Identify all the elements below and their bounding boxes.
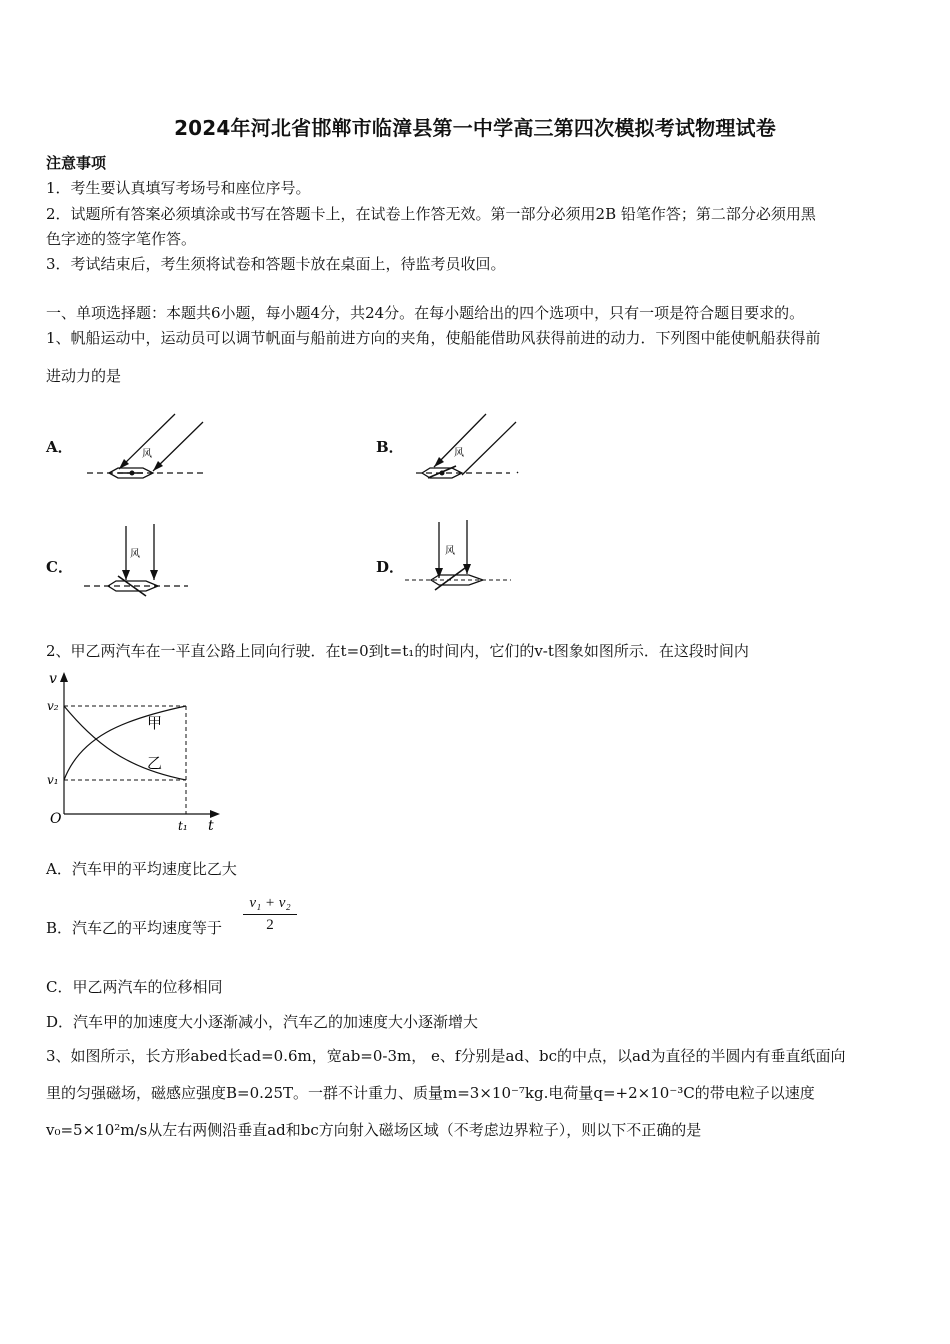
jia-label: 甲 (147, 714, 163, 732)
fraction-numerator: v₁ + v₂ (243, 895, 297, 915)
curve-jia (64, 706, 186, 780)
notice-item-1: 1．考生要认真填写考场号和座位序号。 (46, 179, 311, 197)
section-heading: 一、单项选择题：本题共6小题，每小题4分，共24分。在每小题给出的四个选项中，只有一项是符合题目要求的。 (46, 304, 805, 322)
wind-label-a: 风 (142, 449, 152, 460)
v1-label: v₁ (47, 773, 59, 787)
wind-label-c: 风 (130, 549, 140, 560)
q2-option-b-fraction (243, 895, 297, 934)
fraction-denominator: 2 (266, 917, 274, 933)
exam-title: 2024年河北省邯郸市临漳县第一中学高三第四次模拟考试物理试卷 (174, 116, 776, 140)
q2-option-a: A．汽车甲的平均速度比乙大 (46, 860, 237, 878)
wind-label-d: 风 (445, 546, 455, 557)
q2-option-d: D．汽车甲的加速度大小逐渐减小，汽车乙的加速度大小逐渐增大 (46, 1013, 479, 1031)
q3-line2: 里的匀强磁场，磁感应强度B=0.25T。一群不计重力、质量m=3×10⁻⁷kg.电荷量q=+2×10⁻³C的带电粒子以速度 (46, 1084, 815, 1102)
q3-line3: v₀=5×10²m/s从左右两侧沿垂直ad和bc方向射入磁场区域（不考虑边界粒子），则以下不正确的是 (46, 1121, 702, 1139)
v2-label: v₂ (47, 699, 59, 713)
notice-item-2-cont: 色字迹的签字笔作答。 (46, 230, 197, 248)
curve-yi (64, 706, 186, 780)
notice-item-3: 3．考试结束后，考生须将试卷和答题卡放在桌面上，待监考员收回。 (46, 255, 506, 273)
origin-label: O (50, 811, 62, 827)
q2-option-b: B．汽车乙的平均速度等于 (46, 919, 223, 937)
q2-option-c: C．甲乙两汽车的位移相同 (46, 978, 223, 996)
q1-option-c-label: C． (46, 558, 73, 576)
q3-line1: 3、如图所示，长方形abed长ad=0.6m，宽ab=0-3m， e、f分别是ad、bc的中点，以ad为直径的半圆内有垂直纸面向 (46, 1047, 846, 1065)
q1-option-b-label: B． (376, 438, 404, 456)
q2-stem: 2、甲乙两汽车在一平直公路上同向行驶．在t=0到t=t₁的时间内，它们的v-t图象如图所示．在这段时间内 (46, 642, 749, 660)
v-axis-label: v (49, 671, 57, 687)
vt-graph (40, 668, 230, 838)
t-axis-label: t (208, 818, 214, 834)
q1-option-a-label: A． (46, 438, 73, 456)
notice-item-2: 2．试题所有答案必须填涂或书写在答题卡上，在试卷上作答无效。第一部分必须用2B 铅笔作答；第二部分必须用黑 (46, 205, 816, 223)
wind-label-b: 风 (454, 448, 464, 459)
sailboat-diagram-d (405, 518, 515, 598)
q1-option-d-label: D． (376, 558, 405, 576)
sailboat-diagram-b (410, 412, 525, 487)
q1-stem-line2: 进动力的是 (46, 367, 122, 385)
sailboat-diagram-a (85, 412, 210, 487)
yi-label: 乙 (147, 754, 163, 772)
q1-stem-line1: 1、帆船运动中，运动员可以调节帆面与船前进方向的夹角，使船能借助风获得前进的动力．下列图中能使帆船获得前 (46, 329, 821, 347)
sailboat-diagram-c (82, 522, 192, 602)
t1-label: t₁ (178, 819, 188, 833)
notice-heading: 注意事项 (46, 154, 107, 172)
